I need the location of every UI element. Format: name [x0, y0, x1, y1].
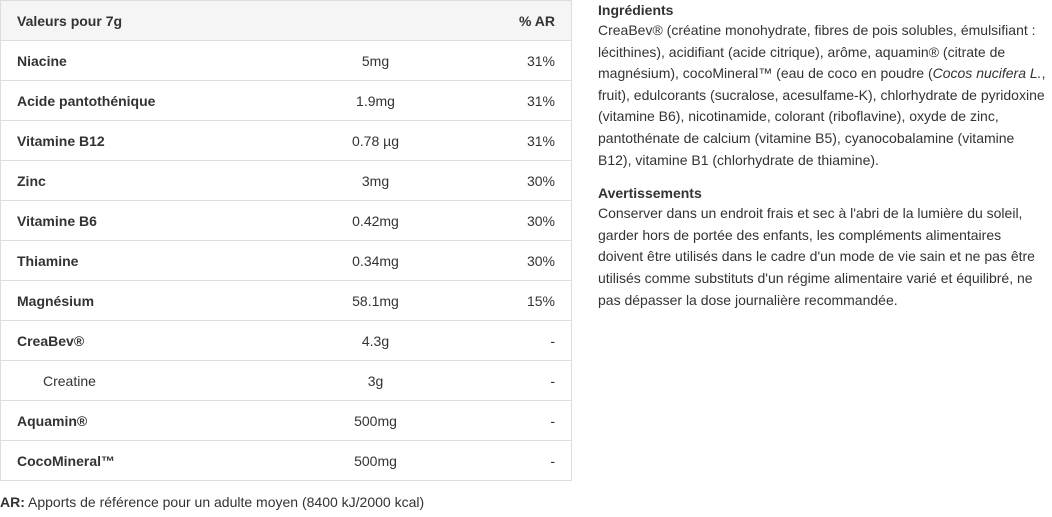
- nutrition-row: [1, 401, 572, 441]
- nutrient-name: Vitamine B6: [1, 201, 291, 241]
- nutrition-header-row: [1, 1, 572, 41]
- nutrient-amount: 500mg: [291, 401, 461, 441]
- nutrition-row: [1, 241, 572, 281]
- nutrient-name: CocoMineral™: [1, 441, 291, 481]
- header-percent: % AR: [461, 1, 572, 41]
- nutrient-percent: -: [461, 321, 572, 361]
- nutrient-amount: 4.3g: [291, 321, 461, 361]
- nutrient-percent: 30%: [461, 241, 572, 281]
- nutrient-name: Aquamin®: [1, 401, 291, 441]
- header-amount: [291, 1, 461, 41]
- nutrition-row: [1, 441, 572, 481]
- nutrient-name: Zinc: [1, 161, 291, 201]
- nutrient-amount: 0.78 µg: [291, 121, 461, 161]
- nutrient-percent: -: [461, 441, 572, 481]
- nutrient-amount: 3g: [291, 361, 461, 401]
- nutrient-amount: 0.34mg: [291, 241, 461, 281]
- nutrient-amount: 58.1mg: [291, 281, 461, 321]
- nutrient-percent: 30%: [461, 201, 572, 241]
- nutrient-name: Niacine: [1, 41, 291, 81]
- ingredients-text: [598, 20, 1048, 171]
- nutrient-amount: 5mg: [291, 41, 461, 81]
- ingredients-section: [598, 0, 1048, 171]
- nutrient-percent: 15%: [461, 281, 572, 321]
- nutrient-name: CreaBev®: [1, 321, 291, 361]
- nutrient-amount: 500mg: [291, 441, 461, 481]
- warnings-text: Conserver dans un endroit frais et sec à l'abri de la lumière du soleil, garder hors de portée des enfants, les compléments alimentaires doivent être utilisés dans le cadre d'un mode de vie sain et ne pas être utilisés comme substituts d'un régime alimentaire varié et équilibré, ne pas dépasser la dose journalière recommandée.: [598, 205, 1035, 308]
- ingredients-latin-name: Cocos nucifera L.: [932, 65, 1042, 82]
- nutrient-percent: 31%: [461, 41, 572, 81]
- warnings-section: [598, 183, 1048, 311]
- nutrition-row: [1, 201, 572, 241]
- nutrient-name: Vitamine B12: [1, 121, 291, 161]
- footnote: [0, 494, 424, 510]
- nutrient-percent: -: [461, 401, 572, 441]
- nutrition-row: [1, 361, 572, 401]
- product-details: [598, 0, 1048, 311]
- nutrition-row: [1, 81, 572, 121]
- ingredients-title: Ingrédients: [598, 2, 674, 18]
- ingredients-text-end: , fruit), edulcorants (sucralose, acesulfame-K), chlorhydrate de pyridoxine (vitamine B6), nicotinamide, colorant (riboflavine), oxyde de zinc, pantothénate de calcium (vitamine B5), cyanocobalamine (vitamine B12), vitamine B1 (chlorhydrate de thiamine).: [598, 65, 1046, 168]
- warnings-title: Avertissements: [598, 185, 702, 202]
- nutrient-percent: -: [461, 361, 572, 401]
- header-label: Valeurs pour 7g: [1, 1, 291, 41]
- footnote-label: AR:: [0, 494, 25, 510]
- nutrient-name: Thiamine: [1, 241, 291, 281]
- nutrient-name: Magnésium: [1, 281, 291, 321]
- nutrition-row: [1, 41, 572, 81]
- nutrition-row: [1, 321, 572, 361]
- nutrient-amount: 1.9mg: [291, 81, 461, 121]
- nutrient-amount: 0.42mg: [291, 201, 461, 241]
- nutrient-percent: 31%: [461, 81, 572, 121]
- nutrition-row: [1, 161, 572, 201]
- nutrition-row: [1, 121, 572, 161]
- nutrition-table-body: [1, 41, 572, 481]
- nutrient-amount: 3mg: [291, 161, 461, 201]
- nutrition-row: [1, 281, 572, 321]
- nutrient-percent: 30%: [461, 161, 572, 201]
- footnote-text: Apports de référence pour un adulte moyen (8400 kJ/2000 kcal): [24, 494, 425, 510]
- nutrient-name: Creatine: [1, 361, 291, 401]
- ingredients-text-start: CreaBev® (créatine monohydrate, fibres de pois solubles, émulsifiant : lécithines), acidifiant (acide citrique), arôme, aquamin® (citrate de magnésium), cocoMineral™ (eau de coco en poudre (: [598, 22, 1036, 82]
- nutrient-percent: 31%: [461, 121, 572, 161]
- nutrient-name: Acide pantothénique: [1, 81, 291, 121]
